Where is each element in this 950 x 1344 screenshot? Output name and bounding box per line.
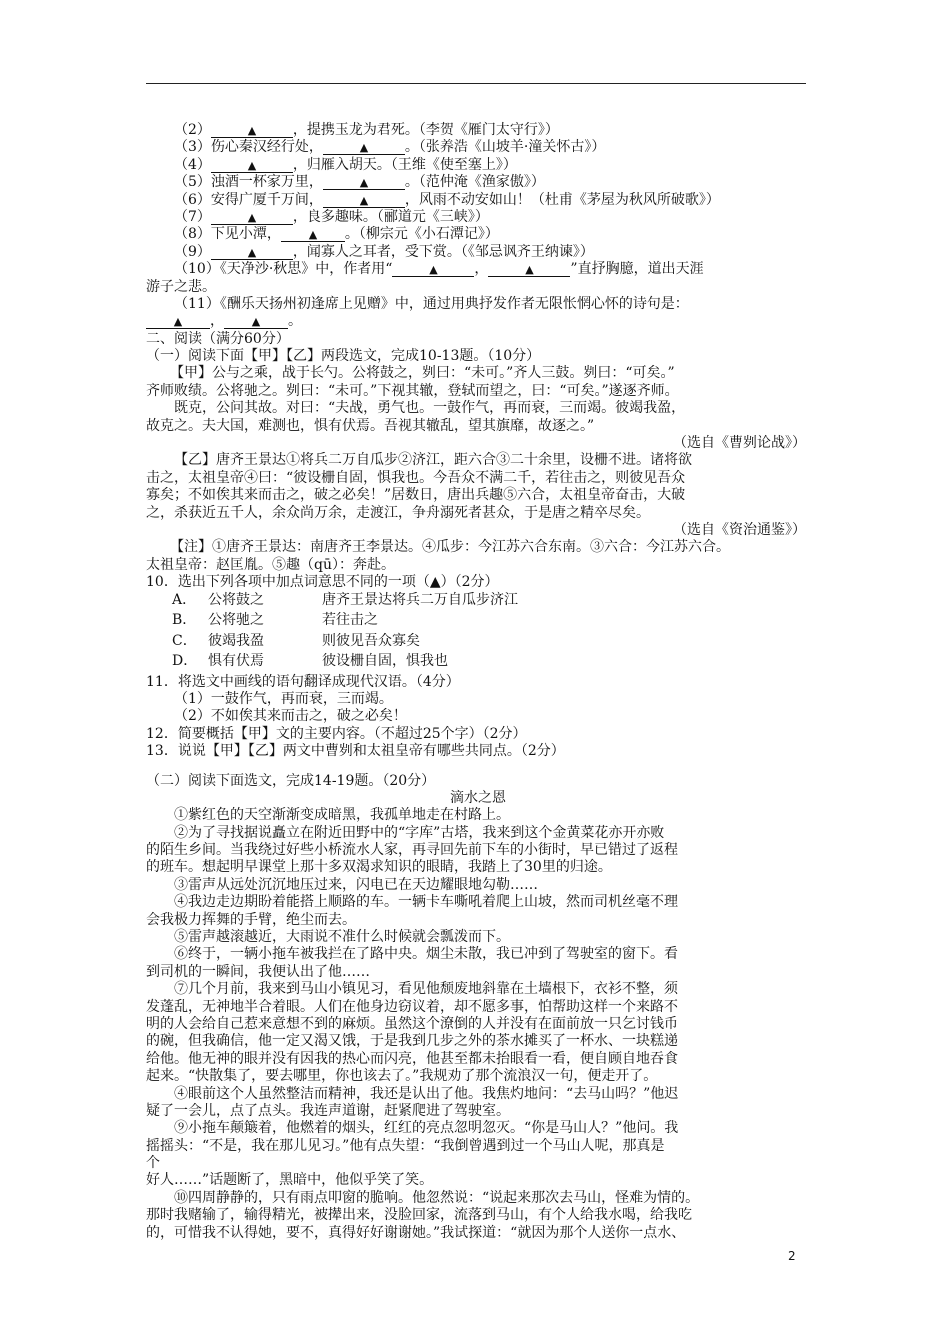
jia-line: 齐师败绩。公将驰之。刿曰：“未可。”下视其辙，登轼而望之，曰：“可矣。”遂逐齐师。 [146, 382, 679, 399]
question-12: 12．简要概括【甲】文的主要内容。（不超过25个字）（2分） [146, 725, 527, 742]
answer-blank: ▲ [211, 210, 293, 225]
answer-blank: ▲ [488, 262, 570, 277]
article-body [146, 807, 810, 1242]
article-line: 的碗，但我确信，他一定又渴又饿，于是我到几步之外的茶水摊买了一杯水、一块糕递 [146, 1033, 678, 1050]
article-line: 的，可惜我不认得她，要不，真得好好谢谢她。”我试探道：“就因为那个人送你一点水、 [146, 1224, 686, 1241]
answer-blank: ▲ [323, 140, 405, 155]
answer-blank: ▲ [224, 314, 288, 329]
article-line: 到司机的一瞬间，我便认出了他…… [146, 963, 370, 980]
article-line: 好人……”话题断了，黑暗中，他似乎笑了笑。 [146, 1172, 434, 1189]
article-line: ⑦几个月前，我来到马山小镇见习，看见他颓废地斜靠在土墙根下，衣衫不整，须 [174, 981, 678, 998]
question-10: 10．选出下列各项中加点词意思不同的一项（▲）（2分） [146, 574, 499, 591]
article-line: ④眼前这个人虽然整洁而精神，我还是认出了他。我焦灼地问：“去马山吗？”他迟 [174, 1085, 679, 1102]
article-line: 那时我赌输了，输得精光，被撵出来，没脸回家，流落到马山，有个人给我水喝，给我吃 [146, 1207, 692, 1224]
fill-item-7: （7） ▲ ，良多趣味。（郦道元《三峡》） [174, 208, 489, 225]
fill-item-2: （2） ▲ ，提携玉龙为君死。（李贺《雁门太守行》） [174, 122, 559, 138]
jia-line: 【甲】公与之乘，战于长勺。公将鼓之，刿曰：“未可。”齐人三鼓。刿曰：“可矣。” [170, 365, 675, 382]
q10-option-a: A． 公将鼓之 唐齐王景达将兵二万自瓜步济江 [172, 591, 518, 608]
article-line: ⑨小拖车颠簸着，他燃着的烟头，红红的亮点忽明忽灭。“你是马山人？”他问。我 [174, 1120, 679, 1137]
fill-item-4: （4） ▲ ，归雁入胡天。（王维《使至塞上》） [174, 156, 517, 173]
article-line: ①紫红色的天空渐渐变成暗黑，我孤单地走在村路上。 [174, 807, 510, 824]
fill-item-5: （5）浊酒一杯家万里， ▲ 。（范仲淹《渔家傲》） [174, 174, 545, 191]
answer-blank: ▲ [146, 314, 210, 329]
article-line: ⑥终于，一辆小拖车被我拦在了路中央。烟尘未散，我已冲到了驾驶室的窗下。看 [174, 946, 678, 963]
fill-item-6: （6）安得广厦千万间， ▲ ，风雨不动安如山！（杜甫《茅屋为秋风所破歌》） [174, 191, 720, 208]
fill-item-11: （11）《酬乐天扬州初逢席上见赠》中，通过用典抒发作者无限怅惘心怀的诗句是： [174, 295, 689, 312]
fill-item-8: （8）下见小潭， ▲ 。（柳宗元《小石潭记》） [174, 226, 499, 243]
article-line: 发蓬乱，无神地半合着眼。人们在他身边窃议着，却不愿多事，怕帮助这样一个来路不 [146, 998, 678, 1015]
answer-blank: ▲ [211, 123, 293, 138]
fill-item-10: （10）《天净沙·秋思》中，作者用“ ▲ ， ▲ ”直抒胸臆，道出天涯 [174, 261, 704, 278]
jia-source: （选自《曹刿论战》） [673, 435, 806, 452]
article-title: 滴水之恩 [450, 789, 506, 806]
fill-item-9: （9） ▲ ，闻寡人之耳者，受下赏。（《邹忌讽齐王纳谏》） [174, 243, 594, 260]
article-line: ③雷声从远处沉沉地压过来，闪电已在天边耀眼地勾勒…… [174, 876, 538, 893]
article-line: ④我边走边期盼着能搭上顺路的车。一辆卡车嘶吼着爬上山坡，然而司机丝毫不理 [174, 894, 678, 911]
article-line: 给他。他无神的眼并没有因我的热心而闪亮，他甚至都未抬眼看一看，便自顾自地吞食 [146, 1050, 678, 1067]
part1-heading: （一）阅读下面【甲】【乙】两段选文，完成10-13题。（10分） [146, 348, 541, 365]
q10-option-c: C． 彼竭我盈 则彼见吾众寡矣 [172, 632, 420, 649]
article-line: 个 [146, 1155, 160, 1172]
question-13: 13．说说【甲】【乙】两文中曹刿和太祖皇帝有哪些共同点。（2分） [146, 743, 565, 760]
answer-blank: ▲ [323, 193, 405, 208]
q10-option-b: B． 公将驰之 若往击之 [172, 612, 378, 629]
article-line: ⑤雷声越滚越近，大雨说不准什么时候就会瓢泼而下。 [174, 929, 510, 946]
fill-item-11-cont: ▲ ， ▲ 。 [146, 313, 810, 330]
section-heading-reading: 二、阅读（满分60分） [146, 330, 290, 347]
article-line: ②为了寻找据说矗立在附近田野中的“字库”古塔，我来到这个金黄菜花亦开亦败 [174, 824, 665, 841]
fill-item-10-cont: 游子之悲。 [146, 278, 216, 295]
page-number: 2 [788, 1249, 796, 1263]
article-line: 起来。“快散集了，要去哪里，你也该去了。”我规劝了那个流浪汉一句，便走开了。 [146, 1068, 658, 1085]
article-line: 的班车。想起明早课堂上那十多双渴求知识的眼睛，我踏上了30里的归途。 [146, 859, 612, 876]
yi-line: 寡矣；不如俟其来而击之，破之必矣！”居数日，唐出兵趣⑤六合，太祖皇帝奋击，大破 [146, 487, 686, 504]
article-line: 的陌生乡间。当我绕过好些小桥流水人家，再寻回先前下车的小街时，早已错过了返程 [146, 842, 678, 859]
q10-option-d: D． 惧有伏焉 彼设栅自固，惧我也 [172, 653, 448, 670]
article-line: 疑了一会儿，点了点头。我连声道谢，赶紧爬进了驾驶室。 [146, 1102, 510, 1119]
jia-line: 既克，公问其故。对曰：“夫战，勇气也。一鼓作气，再而衰，三而竭。彼竭我盈， [174, 400, 686, 417]
q11-item-2: （2）不如俟其来而击之，破之必矣！ [174, 708, 407, 725]
answer-blank: ▲ [211, 245, 293, 260]
yi-line: 击之，太祖皇帝④曰：“彼设栅自固，惧我也。今吾众不满二千，若往击之，则彼见吾众 [146, 469, 686, 486]
question-11: 11．将选文中画线的语句翻译成现代汉语。（4分） [146, 673, 460, 690]
answer-blank: ▲ [323, 175, 405, 190]
answer-blank: ▲ [211, 158, 293, 173]
article-line: 会我极力挥舞的手臂，绝尘而去。 [146, 911, 356, 928]
notes-line: 太祖皇帝：赵匡胤。⑤趣（qū）：奔赴。 [146, 556, 395, 573]
answer-blank: ▲ [281, 227, 345, 242]
answer-blank: ▲ [392, 262, 474, 277]
yi-line: 之，杀获近五千人，余众尚万余，走渡江，争舟溺死者甚众，于是唐之精卒尽矣。 [146, 504, 650, 521]
article-line: 摇摇头：“不是，我在那儿见习。”他有点失望：“我倒曾遇到过一个马山人呢，那真是 [146, 1137, 665, 1154]
part2-heading: （二）阅读下面选文，完成14-19题。（20分） [146, 772, 436, 789]
jia-line: 故克之。夫大国，难测也，惧有伏焉。吾视其辙乱，望其旗靡，故逐之。” [146, 417, 595, 434]
page-content [146, 122, 810, 1242]
header-rule [146, 83, 806, 84]
notes-line: 【注】①唐齐王景达：南唐齐王李景达。④瓜步：今江苏六合东南。③六合：今江苏六合。 [170, 539, 730, 556]
yi-line: 【乙】唐齐王景达①将兵二万自瓜步②济江，距六合③二十余里，设栅不进。诸将欲 [174, 452, 692, 469]
yi-source: （选自《资治通鉴》） [673, 521, 806, 538]
fill-item-3: （3）伤心秦汉经行处， ▲ 。（张养浩《山坡羊·潼关怀古》） [174, 139, 606, 156]
q11-item-1: （1）一鼓作气，再而衰，三而竭。 [174, 690, 393, 707]
article-line: ⑩四周静静的，只有雨点叩窗的脆响。他忽然说：“说起来那次去马山，怪难为情的。 [174, 1189, 700, 1206]
article-line: 明的人会给自己惹来意想不到的麻烦。虽然这个潦倒的人并没有在面前放一只乞讨钱币 [146, 1015, 678, 1032]
